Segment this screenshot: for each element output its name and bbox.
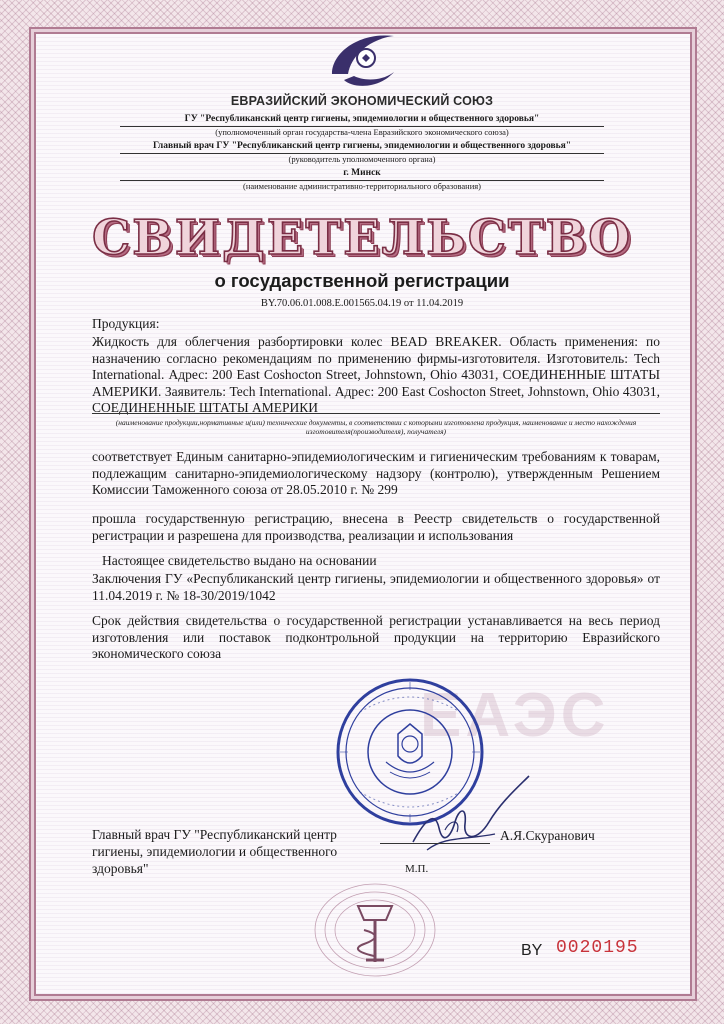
eaeu-watermark: ЕАЭС	[420, 681, 610, 750]
eaeu-logo-icon	[322, 22, 404, 94]
hygiene-emblem-icon	[310, 870, 440, 980]
validity-statement: Срок действия свидетельства о государственной регистрации устанавливается на весь период изготовления или поставок подконтрольной продукции на территорию Евразийского экономического союза	[92, 613, 660, 661]
product-rule	[92, 413, 660, 414]
product-label: Продукция:	[92, 316, 160, 331]
issue-basis: Настоящее свидетельство выдано на основании	[102, 553, 377, 568]
stamp-place-label: М.П.	[405, 863, 429, 875]
form-series: BY	[521, 942, 543, 959]
union-name: ЕВРАЗИЙСКИЙ ЭКОНОМИЧЕСКИЙ СОЮЗ	[230, 94, 494, 108]
product-description: Жидкость для облегчения разбортировки колес BEAD BREAKER. Область применения: по назначению согласно рекомендациям по применению фирмы-изготовителя. Изготовитель: Tech International. Адрес: 200 East Coshocton Street, Johnstown, Ohio 43031, СОЕДИНЕННЫЕ ШТАТЫ АМЕРИКИ. Заявитель: Tech International. Адрес: 200 East Coshocton Street, Johnstown, Ohio 43031, СОЕДИНЕННЫЕ ШТАТЫ АМЕРИКИ	[92, 334, 660, 415]
city-caption: (наименование административно-территориального образования)	[242, 181, 481, 191]
product-caption: (наименование продукции,нормативные и(или) технические документы, в соответствии с которыми изготовлена продукция, наименование и место нахождения изготовителя(производителя), получателя)	[115, 418, 637, 436]
city-name: г. Минск	[343, 168, 381, 178]
head-name: Главный врач ГУ "Республиканский центр гигиены, эпидемиологии и общественного здоровья"	[152, 141, 572, 151]
handwritten-signature-icon	[405, 770, 535, 860]
registration-number: BY.70.06.01.008.E.001565.04.19 от 11.04.2019	[260, 298, 464, 309]
signatory-position: Главный врач ГУ "Республиканский центр гигиены, эпидемиологии и общественного здоровья"	[92, 827, 338, 876]
form-number: 0020195	[556, 938, 639, 958]
registration-statement: прошла государственную регистрацию, внесена в Реестр свидетельств о государственной регистрации и разрешена для производства, реализации и использования	[92, 511, 660, 543]
signature-line	[380, 843, 490, 844]
signatory-name: А.Я.Скуранович	[500, 828, 595, 843]
certificate-title: СВИДЕТЕЛЬСТВО	[91, 210, 633, 266]
authority-name: ГУ "Республиканский центр гигиены, эпидемиологии и общественного здоровья"	[184, 114, 540, 124]
authority-caption: (уполномоченный орган государства-члена Евразийского экономического союза)	[215, 127, 509, 137]
conclusion-reference: Заключения ГУ «Республиканский центр гигиены, эпидемиологии и общественного здоровья» от 11.04.2019 г. № 18-30/2019/1042	[92, 571, 660, 603]
conformity-statement: соответствует Единым санитарно-эпидемиологическим и гигиеническим требованиям к товарам, подлежащим санитарно-эпидемиологическому надзору (контролю), утвержденным Решением Комиссии Таможенного союза от 28.05.2010 г. № 299	[92, 449, 660, 497]
certificate-subtitle: о государственной регистрации	[214, 270, 510, 291]
head-caption: (руководитель уполномоченного органа)	[288, 154, 436, 164]
